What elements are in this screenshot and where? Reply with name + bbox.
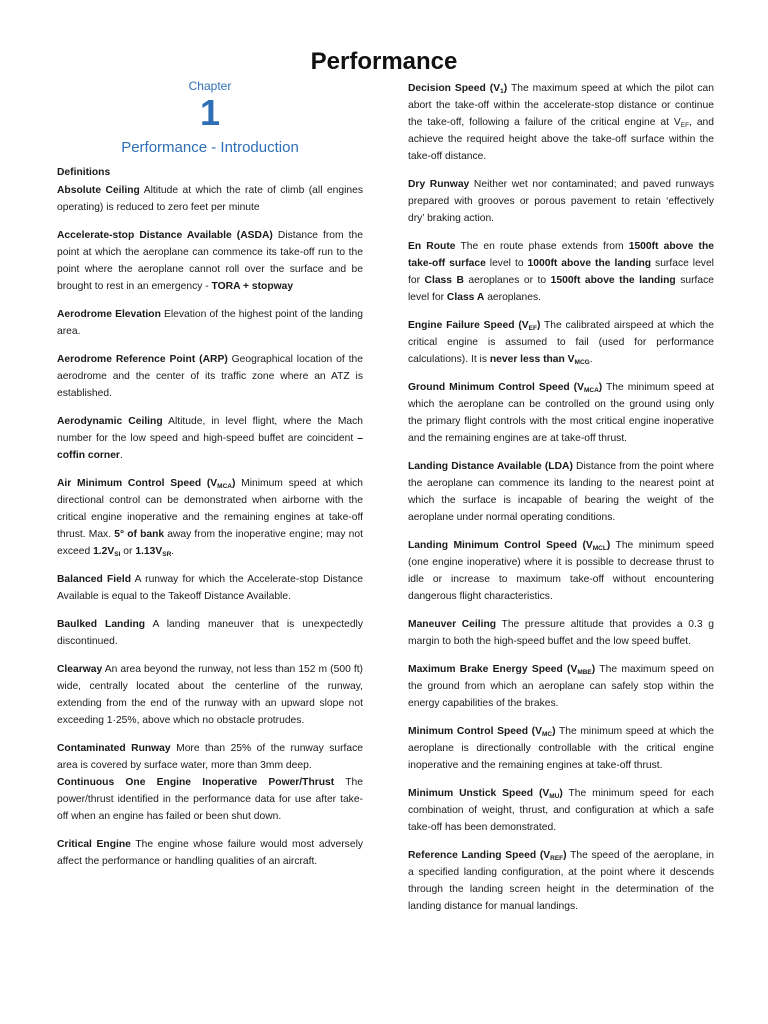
bold-text: ) [559, 788, 563, 799]
definition-asda [57, 227, 363, 295]
definition-absolute-ceiling [57, 182, 363, 216]
definition-text: Minimum speed at which directional control can be demonstrated when airborne with the critical engine inoperative and the remaining engines at take-off thrust. Max. [57, 478, 363, 540]
definition-term: Absolute Ceiling [57, 185, 140, 196]
definition-text: . [119, 450, 123, 461]
definition-contaminated-runway [57, 740, 363, 774]
subscript: 1 [500, 88, 504, 95]
definition-text: The maximum speed on the ground from which an aeroplane can safely stop within the energy capabilities of the brakes. [408, 664, 714, 709]
left-definitions-list [57, 182, 363, 870]
subscript: MCA [217, 483, 232, 490]
definition-term: Ground Minimum Control Speed (V [408, 382, 584, 393]
definition-text: The minimum speed (one engine inoperative) where it is possible to decrease thrust to idle or increase to maximum take-off without encountering dangerous flight characteristics. [408, 540, 714, 602]
subscript: MBE [577, 669, 592, 676]
bold-text: 1.2V [93, 546, 115, 557]
definition-text: The minimum speed at which the aeroplane can be controlled on the ground using only the primary flight controls with the most critical engine inoperative and the remaining engines are at take-off thrust. [408, 382, 715, 444]
bold-text: 1500ft above the landing [550, 275, 676, 286]
definition-term: Minimum Unstick Speed (V [408, 788, 550, 799]
bold-text: ) [606, 540, 611, 551]
definition-decision-speed [408, 80, 714, 165]
definition-text: Altitude at which the rate of climb (all engines operating) is reduced to zero feet per minute [57, 185, 363, 213]
subscript: MCL [592, 545, 607, 552]
bold-text: ) [231, 478, 236, 489]
definition-term: Balanced Field [57, 574, 132, 585]
definition-text: Distance from the point where the aeroplane can commence its landing to the nearest point at which the surface is incapable of bearing the weight of the aeroplane under normal operating conditions. [408, 461, 714, 523]
definition-text: . [171, 546, 175, 557]
definition-balanced-field [57, 571, 363, 605]
definition-text: aeroplanes or to [463, 275, 551, 286]
definition-term: Reference Landing Speed (V [408, 850, 551, 861]
definition-critical-engine [57, 836, 363, 870]
definition-text: The maximum speed at which the pilot can abort the take-off within the accelerate-stop distance or continue the take-off, following a failure of the critical engine at V [408, 83, 714, 128]
right-definitions-list [408, 80, 714, 915]
definition-text: An area beyond the runway, not less than 152 m (500 ft) wide, centrally located about the centerline of the runway, extending from the end of the runway with an upward slope not exceeding 1·25%, above which no obstacle protrudes. [57, 664, 363, 726]
definition-text: Distance from the point at which the aeroplane can commence its take-off run to the point where the aeroplane cannot roll over the surface and be brought to rest in an emergency - [57, 230, 363, 292]
definition-vmcg [408, 379, 714, 447]
definition-text: aeroplanes. [484, 292, 542, 303]
definition-term: Contaminated Runway [57, 743, 171, 754]
right-column [408, 80, 714, 926]
bold-text: ) [536, 320, 541, 331]
definition-text: A runway for which the Accelerate-stop Distance Available is equal to the Takeoff Distance Available. [57, 574, 364, 602]
definition-text: The minimum speed for each combination of weight, thrust, and configuration at which a safe take-off has been demonstrated. [408, 788, 714, 833]
definition-text: Altitude, in level flight, where the Mach number for the low speed and high-speed buffet are coincident [57, 416, 363, 444]
definition-text: away from the inoperative engine; may not exceed [57, 529, 363, 557]
subscript: MC [541, 731, 553, 738]
left-column [57, 164, 363, 881]
definition-maneuver-ceiling [408, 616, 714, 650]
definition-text: A landing maneuver that is unexpectedly discontinued. [57, 619, 363, 647]
definition-term: Minimum Control Speed (V [408, 726, 542, 737]
definition-aerodynamic-ceiling [57, 413, 363, 464]
definition-lda [408, 458, 714, 526]
bold-text: ) [503, 83, 508, 94]
definition-baulked-landing [57, 616, 363, 650]
definition-term: Clearway [57, 664, 103, 675]
definition-aerodrome-elevation [57, 306, 363, 340]
bold-text: ) [598, 382, 603, 393]
definitions-heading: Definitions [57, 167, 111, 178]
definition-text: The calibrated airspeed at which the critical engine is assumed to fail (used for performance calculations). It is [408, 320, 715, 365]
definition-text: Neither wet nor contaminated; and paved runways prepared with grooves or porous pavement to retain ‘effectively dry’ braking action. [408, 179, 714, 224]
definition-vmc [408, 723, 714, 774]
definition-en-route [408, 238, 714, 306]
definition-term: Aerodrome Elevation [57, 309, 161, 320]
definition-term: En Route [408, 241, 456, 252]
subscript: SR [162, 551, 172, 558]
definition-text: Geographical location of the aerodrome and the center of its traffic zone where an ATZ is established. [57, 354, 363, 399]
subscript: EF [680, 122, 690, 129]
definition-term: Decision Speed (V [408, 83, 501, 94]
bold-text: TORA + stopway [211, 281, 294, 292]
chapter-title: Performance - Introduction [121, 139, 299, 156]
bold-text: ) [552, 726, 556, 737]
bold-text: Class B [424, 275, 464, 286]
subscript: SI [114, 551, 121, 558]
subscript: MCG [574, 359, 590, 366]
definition-term: Maximum Brake Energy Speed (V [408, 664, 578, 675]
definition-vmcl [408, 537, 714, 605]
bold-text: ) [591, 664, 596, 675]
definition-vmca [57, 475, 363, 560]
definition-term: Continuous One Engine Inoperative Power/Thrust [57, 777, 335, 788]
chapter-number: 1 [199, 92, 221, 133]
definition-clearway [57, 661, 363, 729]
bold-text: 1.13V [135, 546, 163, 557]
definition-term: Aerodynamic Ceiling [57, 416, 163, 427]
definition-text: The speed of the aeroplane, in a specified landing configuration, at the point where it descends through the landing screen height in the determination of the landing distance for manual landings. [408, 850, 714, 912]
definition-term: Baulked Landing [57, 619, 146, 630]
definition-vef [408, 317, 714, 368]
bold-text: ) [563, 850, 567, 861]
definition-term: Accelerate-stop Distance Available (ASDA) [57, 230, 273, 241]
definition-term: Critical Engine [57, 839, 131, 850]
definition-term: Engine Failure Speed (V [408, 320, 529, 331]
definition-continuous-oei [57, 774, 363, 825]
definition-term: Aerodrome Reference Point (ARP) [57, 354, 228, 365]
definition-text: The power/thrust identified in the performance data for use after take-off when an engine has failed or been shut down. [57, 777, 363, 822]
definition-text: surface level for [408, 258, 714, 286]
definition-vref [408, 847, 714, 915]
chapter-header [112, 78, 308, 158]
definition-vmbe [408, 661, 714, 712]
definition-text: The minimum speed at which the aeroplane is directionally controllable with the critical engine inoperative and the remaining engines at take-off thrust. [408, 726, 715, 771]
bold-text: Class A [446, 292, 485, 303]
definition-text: surface level for [408, 275, 714, 303]
definition-text: , and achieve the required height above the take-off surface within the take-off distance. [408, 117, 714, 162]
subscript: MCA [583, 387, 599, 394]
bold-text: 5° of bank [114, 529, 165, 540]
definition-text: The en route phase extends from [455, 241, 629, 252]
bold-text: 1000ft above the landing [527, 258, 652, 269]
bold-text: 1500ft above the take-off surface [408, 241, 714, 269]
definition-term: Landing Minimum Control Speed (V [408, 540, 593, 551]
definition-text: More than 25% of the runway surface area is covered by surface water, more than 3mm deep. [57, 743, 363, 771]
bold-text: – coffin corner [57, 433, 363, 461]
subscript: REF [550, 855, 564, 862]
definition-text: or [120, 546, 136, 557]
definition-text: Elevation of the highest point of the landing area. [57, 309, 363, 337]
bold-text: never less than V [489, 354, 575, 365]
subscript: MU [549, 793, 560, 800]
definition-text: level to [485, 258, 528, 269]
definition-term: Maneuver Ceiling [408, 619, 497, 630]
definition-term: Landing Distance Available (LDA) [408, 461, 573, 472]
subscript: EF [528, 325, 537, 332]
page-title: Performance [310, 48, 458, 75]
definition-text: . [589, 354, 593, 365]
definition-term: Dry Runway [408, 179, 470, 190]
definition-term: Air Minimum Control Speed (V [57, 478, 218, 489]
definition-text: The pressure altitude that provides a 0.3 g margin to both the high-speed buffet and the low speed buffet. [408, 619, 714, 647]
chapter-label: Chapter [188, 79, 232, 93]
definition-arp [57, 351, 363, 402]
definition-dry-runway [408, 176, 714, 227]
definition-vmu [408, 785, 714, 836]
definition-text: The engine whose failure would most adversely affect the performance or handling qualities of an aircraft. [57, 839, 363, 867]
